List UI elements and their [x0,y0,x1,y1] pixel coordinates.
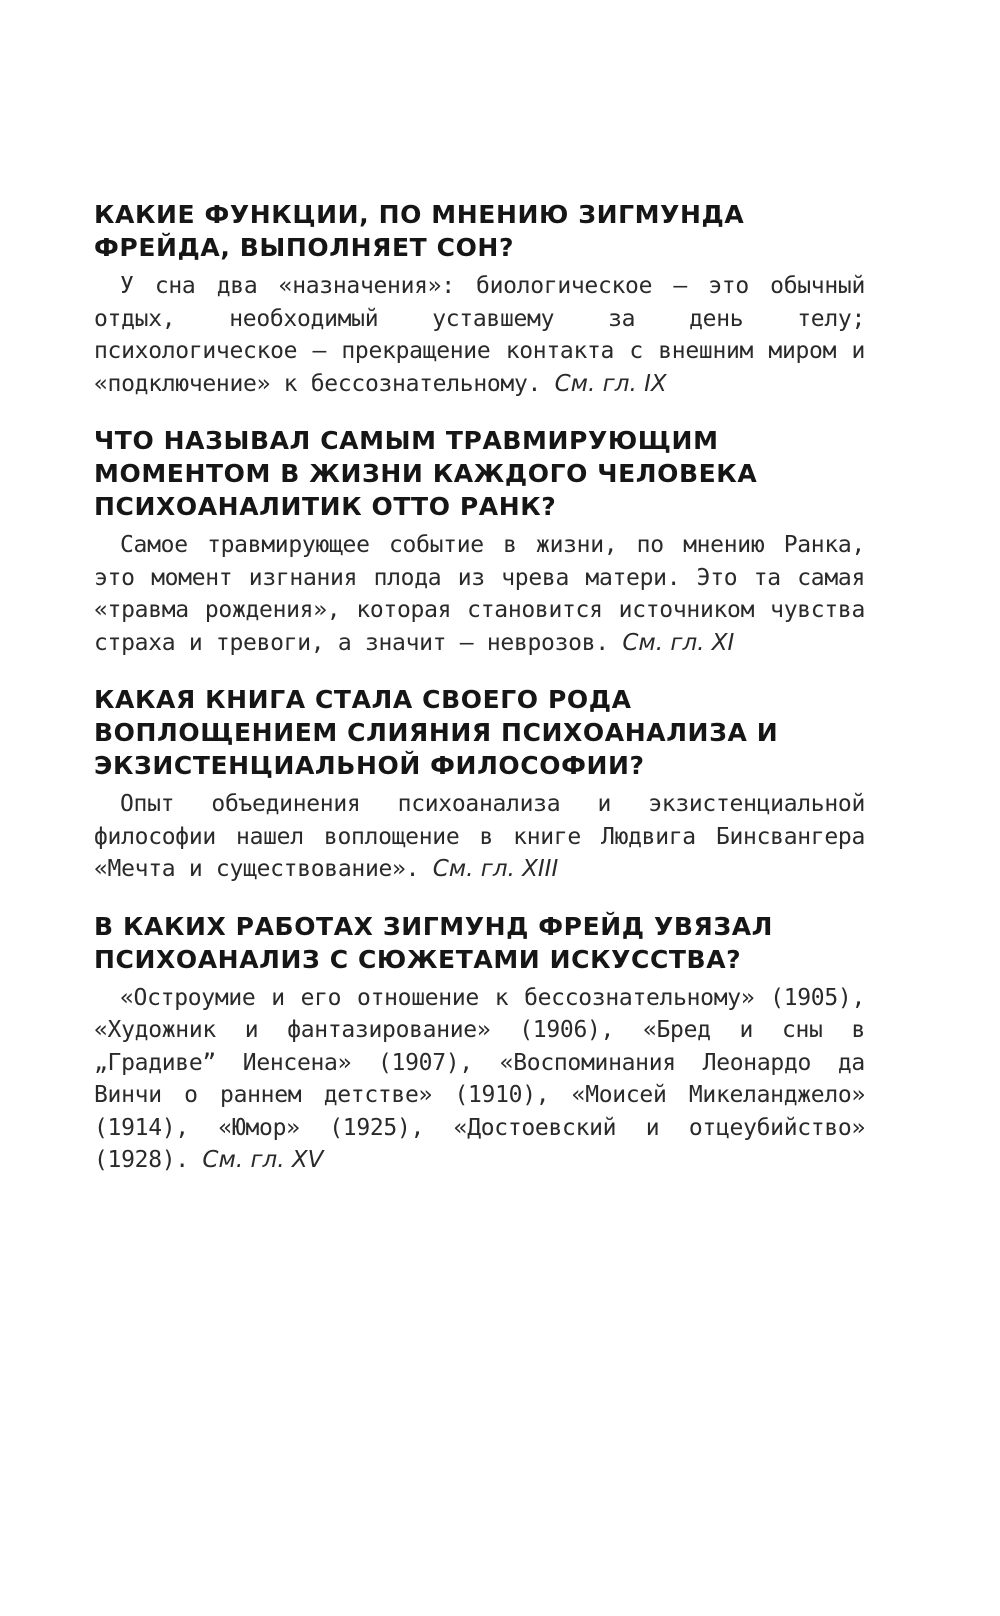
qa-block-2 [94,424,865,659]
answer-text: У сна два «назначения»: биологическое — это обычный отдых, необходимый уставшему за день телу; психологическое — прекращение контакта с внешним миром и «подключение» к бессознательному. [94,273,865,397]
qa-block-3 [94,683,865,886]
chapter-reference: См. гл. XIII [432,856,559,882]
question-heading: В КАКИХ РАБОТАХ ЗИГМУНД ФРЕЙД УВЯЗАЛ ПСИХОАНАЛИЗ С СЮЖЕТАМИ ИСКУССТВА? [94,911,774,974]
answer-text: Самое травмирующее событие в жизни, по мнению Ранка, это момент изгнания плода из чрева матери. Это та самая «травма рождения», которая становится источником чувства страха и тревоги, а значит — неврозов. [94,532,865,656]
chapter-reference: См. гл. XV [202,1147,324,1173]
answer-paragraph [94,982,865,1177]
qa-block-4 [94,910,865,1177]
answer-paragraph [94,788,865,886]
answer-paragraph [94,270,865,400]
chapter-reference: См. гл. IX [554,370,667,397]
answer-text: Опыт объединения психоанализа и экзистенциальной философии нашел воплощение в книге Людвига Бинсвангера «Мечта и существование». [94,791,865,882]
page-content [94,198,865,1177]
chapter-reference: См. гл. XI [622,629,735,656]
answer-text: «Остроумие и его отношение к бессознательному» (1905), «Художник и фантазирование» (1906), «Бред и сны в „Градиве” Иенсена» (1907), «Воспоминания Леонардо да Винчи о раннем детстве» (1910), «Моисей Микеланджело» (1914), «Юмор» (1925), «Достоевский и отцеубийство» (1928). [94,984,865,1173]
question-heading: КАКИЕ ФУНКЦИИ, ПО МНЕНИЮ ЗИГМУНДА ФРЕЙДА, ВЫПОЛНЯЕТ СОН? [94,200,745,262]
answer-paragraph [94,529,865,659]
question-heading: ЧТО НАЗЫВАЛ САМЫМ ТРАВМИРУЮЩИМ МОМЕНТОМ В ЖИЗНИ КАЖДОГО ЧЕЛОВЕКА ПСИХОАНАЛИТИК ОТТО РАНК? [94,426,758,521]
question-heading: КАКАЯ КНИГА СТАЛА СВОЕГО РОДА ВОПЛОЩЕНИЕМ СЛИЯНИЯ ПСИХОАНАЛИЗА И ЭКЗИСТЕНЦИАЛЬНОЙ ФИЛОСОФИИ? [94,685,779,780]
qa-block-1 [94,198,865,400]
